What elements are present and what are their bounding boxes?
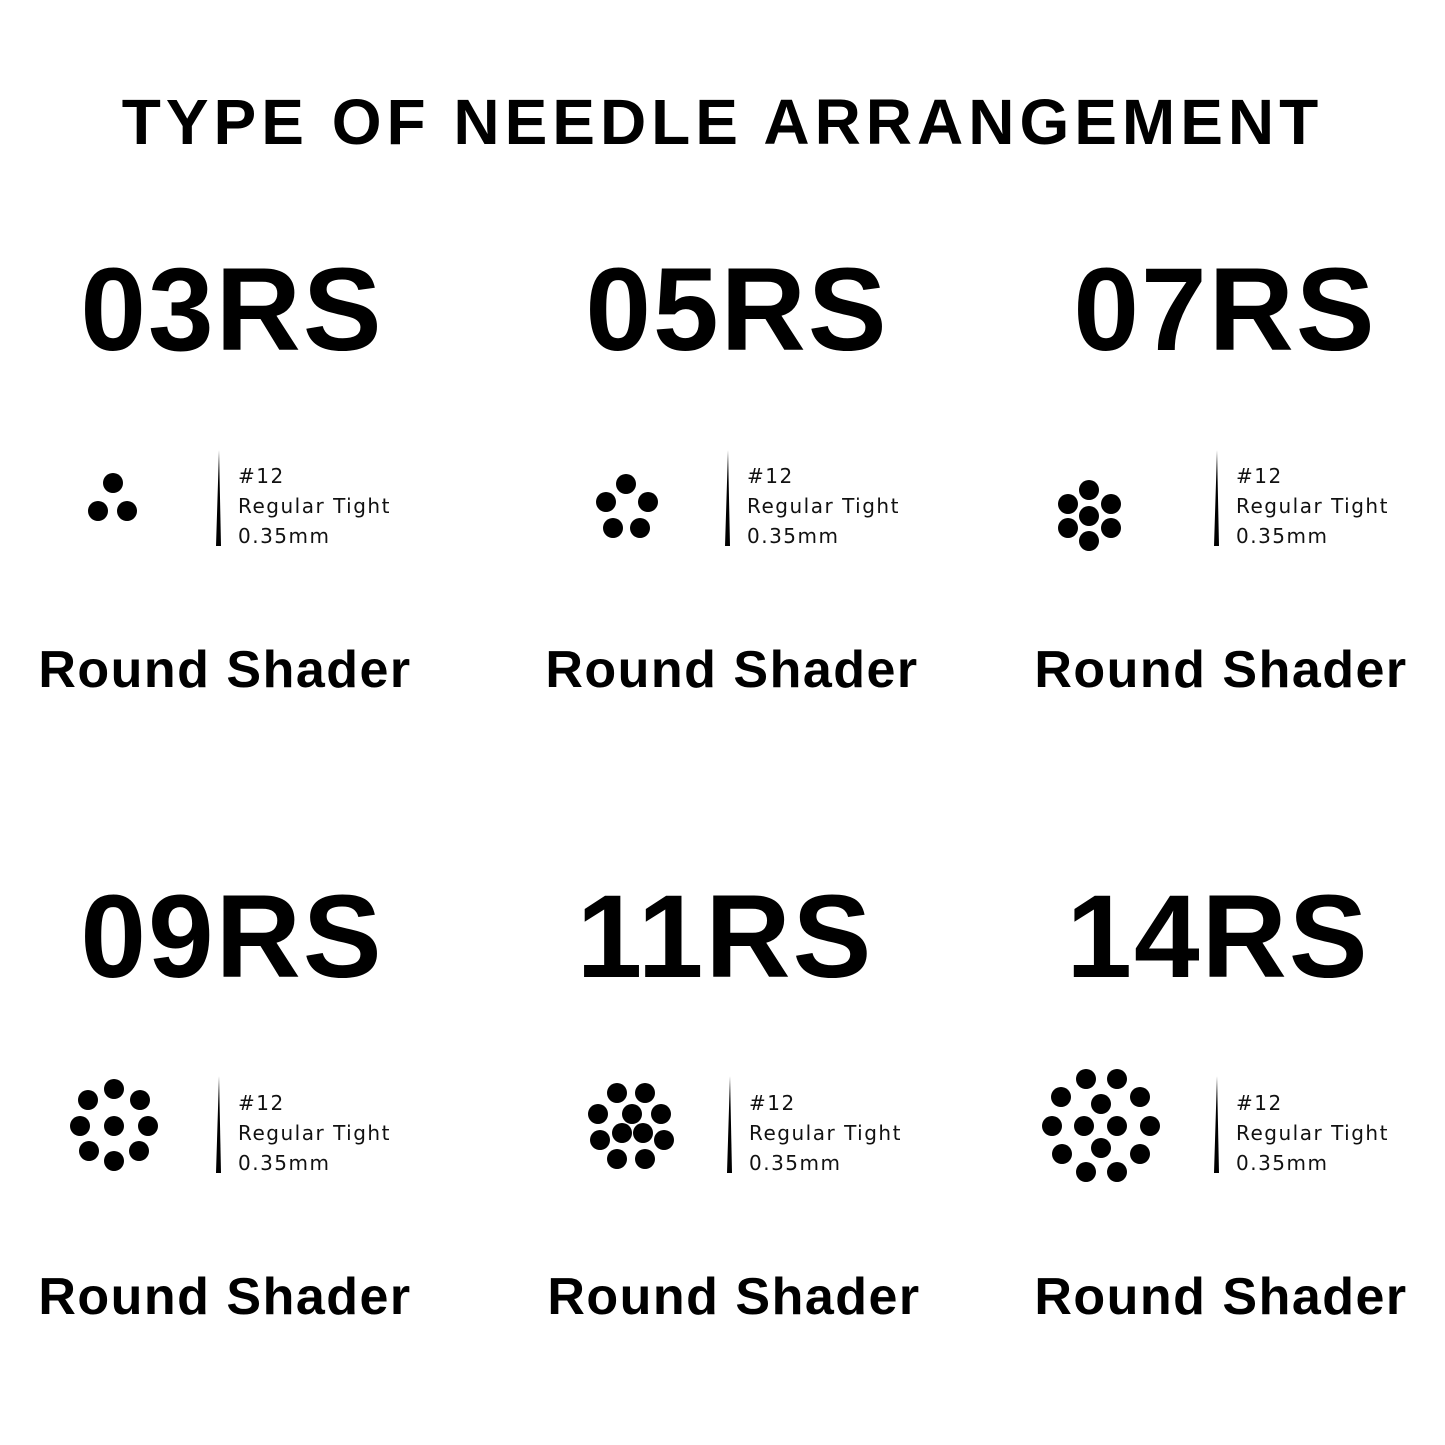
gauge: #12 bbox=[1236, 464, 1283, 488]
needle-code: 03RS bbox=[80, 244, 384, 376]
needle-type-07rs: Round Shader bbox=[1034, 641, 1408, 699]
gauge: #12 bbox=[747, 464, 794, 488]
diameter: 0.35mm bbox=[749, 1151, 842, 1175]
taper: Regular Tight bbox=[238, 494, 391, 518]
page-title: TYPE OF NEEDLE ARRANGEMENT bbox=[121, 86, 1324, 158]
diameter: 0.35mm bbox=[238, 1151, 331, 1175]
needle-code-14rs: 14RS bbox=[1066, 871, 1370, 1003]
taper: Regular Tight bbox=[749, 1121, 902, 1145]
diameter: 0.35mm bbox=[238, 524, 331, 548]
gauge: #12 bbox=[238, 1091, 285, 1115]
needle-type-03rs: Round Shader bbox=[38, 641, 412, 699]
needle-spec-11rs bbox=[749, 1088, 902, 1178]
dots-14rs bbox=[1042, 1069, 1160, 1182]
needle-code-07rs: 07RS bbox=[1073, 244, 1377, 376]
needle-code-09rs: 09RS bbox=[80, 871, 384, 1003]
needle-type-05rs: Round Shader bbox=[545, 641, 919, 699]
dots-07rs bbox=[1058, 480, 1121, 551]
gauge: #12 bbox=[749, 1091, 796, 1115]
needle-spec-07rs bbox=[1236, 461, 1389, 551]
dots-03rs bbox=[88, 473, 137, 521]
dots-09rs bbox=[70, 1079, 158, 1171]
gauge: #12 bbox=[238, 464, 285, 488]
diameter: 0.35mm bbox=[1236, 1151, 1329, 1175]
diameter: 0.35mm bbox=[1236, 524, 1329, 548]
taper: Regular Tight bbox=[1236, 494, 1389, 518]
needle-code-11rs: 11RS bbox=[576, 871, 874, 1003]
needle-taper-icons bbox=[216, 450, 1219, 1173]
needle-type-11rs: Round Shader bbox=[547, 1268, 921, 1326]
needle-spec-05rs bbox=[747, 461, 900, 551]
needle-code-05rs: 05RS bbox=[585, 244, 889, 376]
gauge: #12 bbox=[1236, 1091, 1283, 1115]
taper: Regular Tight bbox=[1236, 1121, 1389, 1145]
needle-type-09rs: Round Shader bbox=[38, 1268, 412, 1326]
dots-05rs bbox=[596, 474, 658, 538]
needle-spec-09rs bbox=[238, 1088, 391, 1178]
taper: Regular Tight bbox=[747, 494, 900, 518]
needle-type-14rs: Round Shader bbox=[1034, 1268, 1408, 1326]
needle-spec-14rs bbox=[1236, 1088, 1389, 1178]
diameter: 0.35mm bbox=[747, 524, 840, 548]
needle-spec-03rs bbox=[238, 461, 391, 551]
taper: Regular Tight bbox=[238, 1121, 391, 1145]
dots-11rs bbox=[588, 1083, 674, 1169]
